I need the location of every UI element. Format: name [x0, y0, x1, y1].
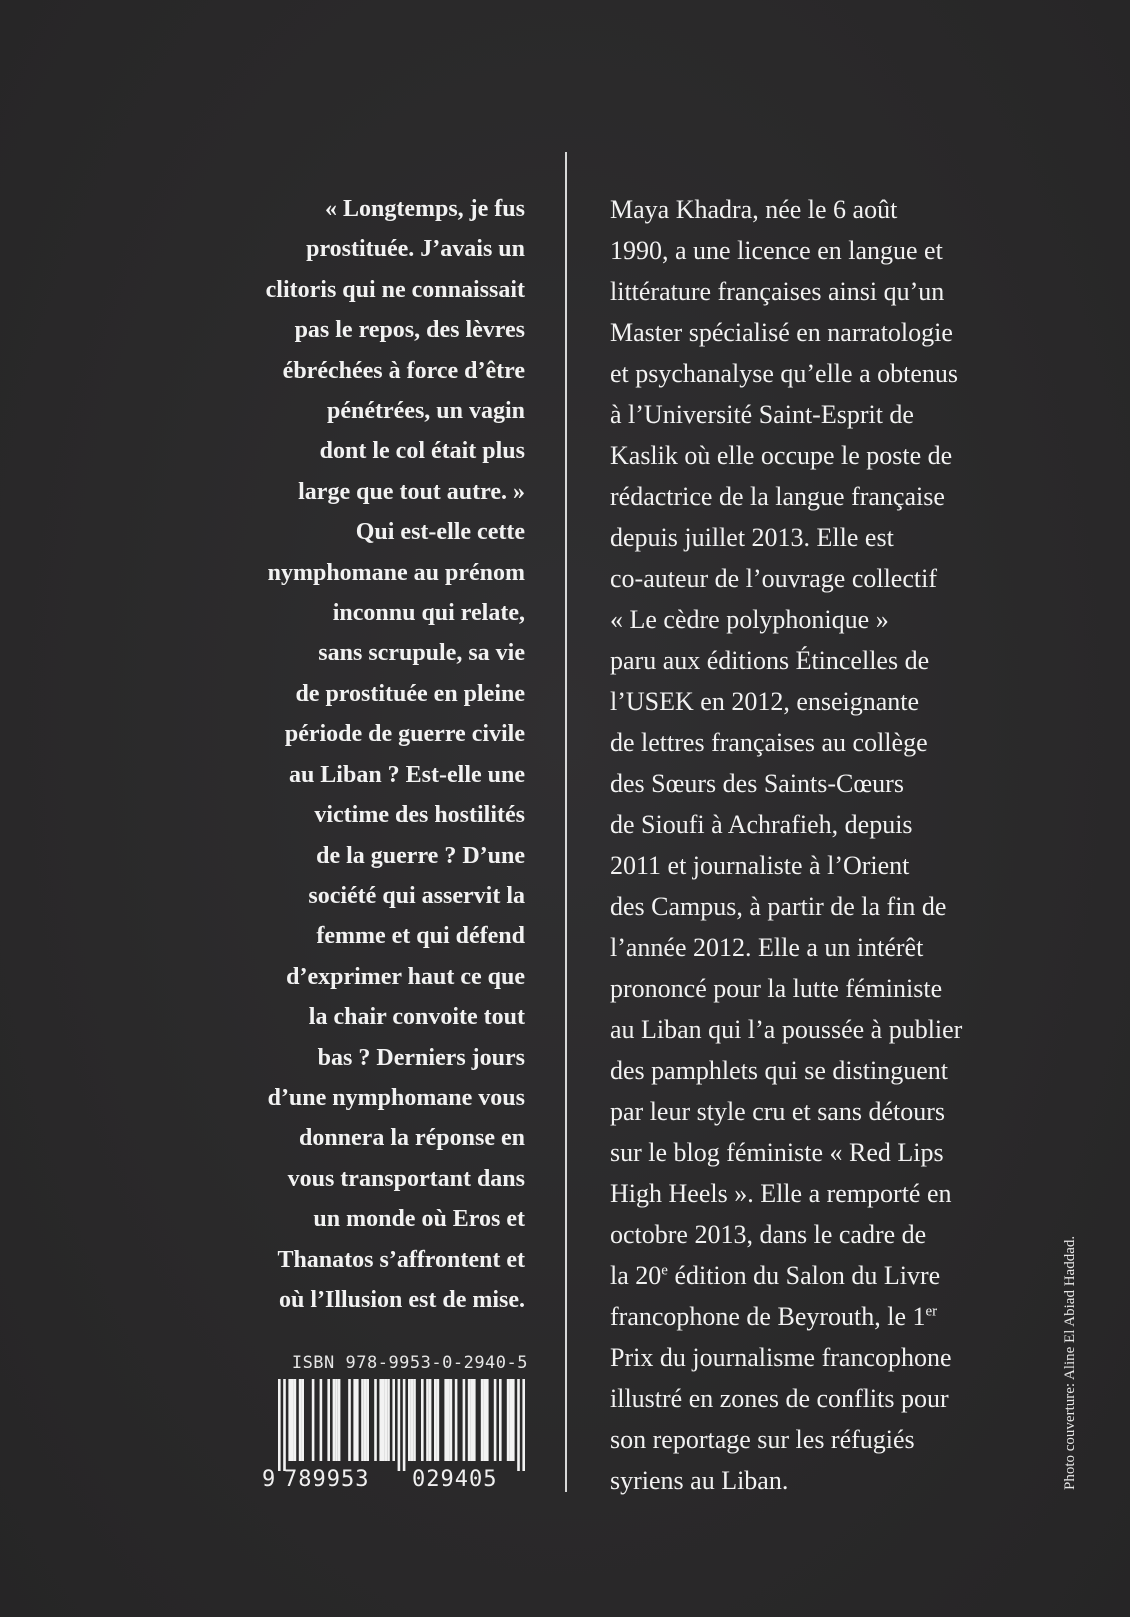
bio-line: co-auteur de l’ouvrage collectif — [610, 564, 937, 593]
summary-line: nymphomane au prénom — [267, 559, 525, 586]
barcode-digits-right: 029405 — [412, 1467, 498, 1492]
summary-line: d’une nymphomane vous — [267, 1084, 525, 1111]
bio-line: l’USEK en 2012, enseignante — [610, 687, 920, 716]
barcode-bar — [509, 1379, 512, 1461]
barcode-icon — [262, 1379, 530, 1471]
barcode-bar — [301, 1379, 304, 1461]
barcode-bar — [387, 1379, 390, 1461]
barcode-bar — [312, 1379, 315, 1461]
isbn-label: ISBN 978-9953-0-2940-5 — [291, 1353, 528, 1373]
bio-line: prononcé pour la lutte féministe — [610, 974, 943, 1003]
bio-line: 1990, a une licence en langue et — [610, 236, 943, 265]
bio-line: High Heels ». Elle a remporté en — [610, 1179, 952, 1208]
barcode-bar — [455, 1379, 458, 1461]
barcode-bar — [483, 1379, 486, 1461]
barcode-bar — [361, 1379, 364, 1461]
barcode-bar — [333, 1379, 336, 1461]
barcode-bar — [434, 1379, 437, 1461]
barcode-digit-first: 9 — [262, 1467, 276, 1492]
summary-line: au Liban ? Est-elle une — [288, 761, 525, 788]
summary-line: la chair convoite tout — [308, 1004, 525, 1031]
bio-line: littérature françaises ainsi qu’un — [610, 277, 945, 306]
bio-line-prize — [610, 1296, 1010, 1337]
prize-text: francophone de Beyrouth, le 1 — [610, 1302, 926, 1331]
bio-line: Kaslik où elle occupe le poste de — [610, 441, 953, 470]
barcode-bar — [283, 1379, 286, 1471]
photo-credit: Photo couverture: Aline El Abiad Haddad. — [1062, 1235, 1078, 1490]
summary-line: donnera la réponse en — [298, 1125, 525, 1152]
bio-line: l’année 2012. Elle a un intérêt — [610, 933, 924, 962]
summary-line: de prostituée en pleine — [295, 680, 525, 707]
barcode-bar — [494, 1379, 497, 1461]
barcode-bar — [398, 1379, 401, 1471]
bio-line: Master spécialisé en narratologie — [610, 318, 953, 347]
barcode-bar — [299, 1379, 302, 1461]
bio-line: de Sioufi à Achrafieh, depuis — [610, 810, 913, 839]
barcode-bar — [429, 1379, 432, 1461]
summary-line: Qui est-elle cette — [355, 519, 525, 546]
summary-line: vous transportant dans — [287, 1165, 525, 1192]
bio-line: des pamphlets qui se distinguent — [610, 1056, 948, 1085]
bio-line: octobre 2013, dans le cadre de — [610, 1220, 927, 1249]
summary-line: large que tout autre. » — [298, 478, 525, 505]
summary-line: société qui asservit la — [308, 882, 525, 909]
barcode-bar — [382, 1379, 385, 1461]
summary-line: prostituée. J’avais un — [306, 236, 525, 263]
summary-line: pas le repos, des lèvres — [294, 317, 525, 344]
edition-text: la 20 — [610, 1261, 662, 1290]
summary-line: victime des hostilités — [314, 802, 525, 829]
column-divider — [565, 152, 567, 1492]
barcode-bar — [481, 1379, 484, 1461]
bio-line: au Liban qui l’a poussée à publier — [610, 1015, 963, 1044]
bio-line: rédactrice de la langue française — [610, 482, 945, 511]
summary-line: inconnu qui relate, — [332, 600, 525, 627]
bio-line: son reportage sur les réfugiés — [610, 1425, 915, 1454]
bio-line: illustré en zones de conflits pour — [610, 1384, 949, 1413]
bio-line: « Le cèdre polyphonique » — [610, 605, 889, 634]
summary-line: « Longtemps, je fus — [324, 196, 525, 222]
barcode-bar — [437, 1379, 440, 1461]
barcode-bar — [374, 1379, 377, 1461]
edition-text-rest: édition du Salon du Livre — [667, 1261, 941, 1290]
barcode-bar — [320, 1379, 323, 1461]
barcode-bar — [413, 1379, 416, 1461]
summary-line: dont le col était plus — [319, 438, 525, 465]
barcode-bar — [421, 1379, 424, 1461]
bio-line: Prix du journalisme francophone — [610, 1343, 952, 1372]
bio-line: syriens au Liban. — [610, 1466, 789, 1495]
bio-line: 2011 et journaliste à l’Orient — [610, 851, 910, 880]
bio-line: Maya Khadra, née le 6 août — [610, 195, 898, 224]
author-bio — [610, 189, 1010, 1501]
summary-line: bas ? Derniers jours — [317, 1044, 525, 1071]
edition-superscript: e — [661, 1262, 668, 1279]
barcode-bar — [288, 1379, 291, 1461]
barcode-bar — [468, 1379, 471, 1461]
barcode-bar — [327, 1379, 330, 1461]
bio-line: sur le blog féministe « Red Lips — [610, 1138, 944, 1167]
barcode-bar — [507, 1379, 510, 1461]
barcode-digits-left: 789953 — [284, 1467, 370, 1492]
bio-line: des Campus, à partir de la fin de — [610, 892, 947, 921]
barcode-bar — [385, 1379, 388, 1461]
barcode-bar — [356, 1379, 359, 1461]
summary-line: période de guerre civile — [284, 721, 525, 748]
bio-line: des Sœurs des Saints-Cœurs — [610, 769, 904, 798]
barcode-bar — [294, 1379, 297, 1461]
bio-line: à l’Université Saint-Esprit de — [610, 400, 914, 429]
barcode-bar — [353, 1379, 356, 1461]
bio-line: et psychanalyse qu’elle a obtenus — [610, 359, 958, 388]
barcode-bar — [335, 1379, 338, 1461]
barcode-bar — [517, 1379, 520, 1471]
barcode-bar — [291, 1379, 294, 1461]
barcode-bar — [486, 1379, 489, 1461]
barcode-bar — [463, 1379, 466, 1461]
barcode-bar — [379, 1379, 382, 1461]
bio-line-edition — [610, 1255, 1010, 1296]
summary-line: pénétrées, un vagin — [327, 398, 525, 425]
prize-superscript: er — [925, 1303, 938, 1320]
summary-line: Thanatos s’affrontent et — [277, 1246, 525, 1273]
barcode-bar — [278, 1379, 281, 1471]
barcode-bar — [512, 1379, 515, 1461]
barcode-bar — [411, 1379, 414, 1461]
barcode-bar — [447, 1379, 450, 1461]
bio-line: par leur style cru et sans détours — [610, 1097, 946, 1126]
summary-line: femme et qui défend — [316, 923, 525, 950]
bio-line: de lettres françaises au collège — [610, 728, 928, 757]
isbn-barcode-block — [262, 1353, 530, 1503]
summary-line: sans scrupule, sa vie — [318, 640, 525, 667]
summary-line: d’exprimer haut ce que — [286, 963, 525, 990]
bio-line: depuis juillet 2013. Elle est — [610, 523, 894, 552]
summary-line: un monde où Eros et — [313, 1206, 525, 1233]
bio-line: paru aux éditions Étincelles de — [610, 646, 930, 675]
barcode-bar — [522, 1379, 525, 1471]
barcode-bar — [348, 1379, 351, 1461]
barcode-bar — [338, 1379, 341, 1461]
barcode-bar — [444, 1379, 447, 1461]
summary-line: ébréchées à force d’être — [282, 357, 525, 384]
barcode-bar — [450, 1379, 453, 1461]
barcode-bar — [426, 1379, 429, 1461]
barcode-bar — [473, 1379, 476, 1461]
book-summary — [170, 189, 525, 1320]
barcode-bar — [408, 1379, 411, 1461]
barcode-bar — [392, 1379, 395, 1461]
barcode-bar — [499, 1379, 502, 1461]
summary-line: clitoris qui ne connaissait — [265, 276, 525, 303]
barcode-bar — [470, 1379, 473, 1461]
barcode-bar — [403, 1379, 406, 1471]
barcode-bar — [366, 1379, 369, 1461]
summary-line: de la guerre ? D’une — [316, 842, 525, 869]
summary-line: où l’Illusion est de mise. — [278, 1286, 525, 1313]
barcode-bar — [364, 1379, 367, 1461]
